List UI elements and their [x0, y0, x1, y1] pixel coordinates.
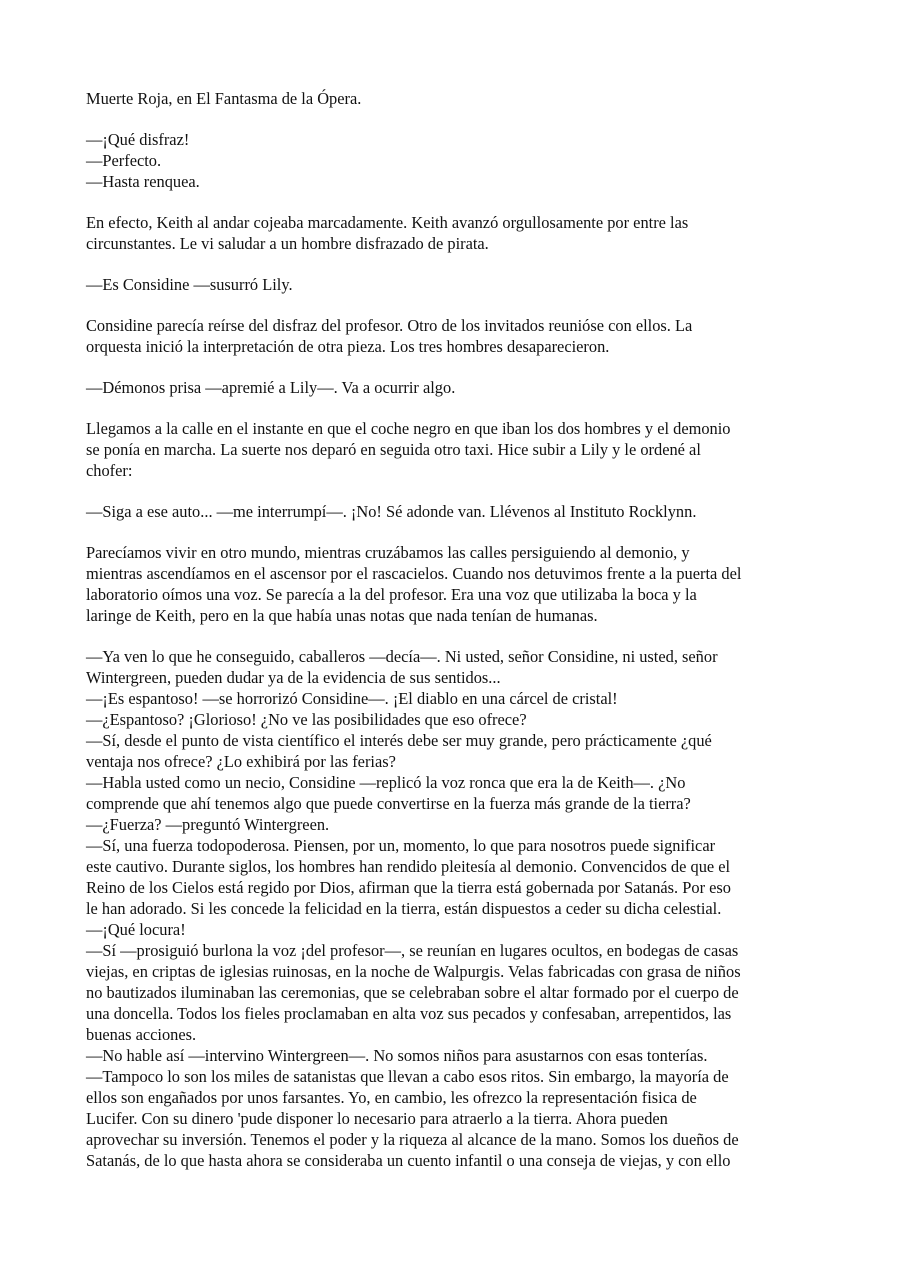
text-line: orquesta inició la interpretación de otra pieza. Los tres hombres desaparecieron. — [86, 337, 610, 356]
text-line: Reino de los Cielos está regido por Dios, afirman que la tierra está gobernada por Satanás. Por eso — [86, 878, 731, 897]
paragraph-block — [86, 418, 826, 481]
text-line: —¿Fuerza? —preguntó Wintergreen. — [86, 815, 330, 834]
text-line: Llegamos a la calle en el instante en que el coche negro en que iban los dos hombres y el demonio — [86, 419, 731, 438]
text-line: Parecíamos vivir en otro mundo, mientras cruzábamos las calles persiguiendo al demonio, y — [86, 543, 690, 562]
text-line: ellos son engañados por unos farsantes. Yo, en cambio, les ofrezco la representación fisica de — [86, 1088, 697, 1107]
text-line: le han adorado. Si les concede la felicidad en la tierra, están dispuestos a ceder su dicha celestial. — [86, 899, 722, 918]
text-line: En efecto, Keith al andar cojeaba marcadamente. Keith avanzó orgullosamente por entre las — [86, 213, 689, 232]
text-line: —Sí —prosiguió burlona la voz ¡del profesor—, se reunían en lugares ocultos, en bodegas de casas — [86, 941, 739, 960]
text-line: aprovechar su inversión. Tenemos el poder y la riqueza al alcance de la mano. Somos los dueños de — [86, 1130, 739, 1149]
paragraph-block — [86, 377, 826, 398]
text-line: —Tampoco lo son los miles de satanistas que llevan a cabo esos ritos. Sin embargo, la mayoría de — [86, 1067, 729, 1086]
text-line: —Perfecto. — [86, 151, 162, 170]
text-line: Lucifer. Con su dinero 'pude disponer lo necesario para atraerlo a la tierra. Ahora pueden — [86, 1109, 668, 1128]
paragraph-block — [86, 646, 826, 1171]
paragraph-block — [86, 542, 826, 626]
text-line: circunstantes. Le vi saludar a un hombre disfrazado de pirata. — [86, 234, 489, 253]
text-line: laboratorio oímos una voz. Se parecía a la del profesor. Era una voz que utilizaba la boca y la — [86, 585, 697, 604]
paragraph-block — [86, 274, 826, 295]
paragraph-block — [86, 501, 826, 522]
text-line: —Siga a ese auto... —me interrumpí—. ¡No! Sé adonde van. Llévenos al Instituto Rocklynn. — [86, 502, 697, 521]
text-line: Wintergreen, pueden dudar ya de la evidencia de sus sentidos... — [86, 668, 501, 687]
text-line: —Sí, una fuerza todopoderosa. Piensen, por un, momento, lo que para nosotros puede significar — [86, 836, 716, 855]
text-line: mientras ascendíamos en el ascensor por el rascacielos. Cuando nos detuvimos frente a la puerta del — [86, 564, 742, 583]
text-line: —Es Considine —susurró Lily. — [86, 275, 293, 294]
text-line: este cautivo. Durante siglos, los hombres han rendido pleitesía al demonio. Convencidos de que el — [86, 857, 731, 876]
text-line: laringe de Keith, pero en la que había unas notas que nada tenían de humanas. — [86, 606, 598, 625]
text-line: —¡Qué locura! — [86, 920, 186, 939]
text-line: —Habla usted como un necio, Considine —replicó la voz ronca que era la de Keith—. ¿No — [86, 773, 686, 792]
text-line: —¿Espantoso? ¡Glorioso! ¿No ve las posibilidades que eso ofrece? — [86, 710, 527, 729]
text-line: —¡Qué disfraz! — [86, 130, 190, 149]
text-line: viejas, en criptas de iglesias ruinosas, en la noche de Walpurgis. Velas fabricadas con grasa de niños — [86, 962, 741, 981]
paragraph-block — [86, 212, 826, 254]
paragraph-block — [86, 88, 826, 109]
text-line: —Hasta renquea. — [86, 172, 200, 191]
text-line: Considine parecía reírse del disfraz del profesor. Otro de los invitados reunióse con ellos. La — [86, 316, 693, 335]
text-line: —Ya ven lo que he conseguido, caballeros —decía—. Ni usted, señor Considine, ni usted, señor — [86, 647, 718, 666]
paragraph-block — [86, 315, 826, 357]
text-line: —Démonos prisa —apremié a Lily—. Va a ocurrir algo. — [86, 378, 456, 397]
text-line: chofer: — [86, 461, 133, 480]
text-line: ventaja nos ofrece? ¿Lo exhibirá por las ferias? — [86, 752, 396, 771]
text-line: —Sí, desde el punto de vista científico el interés debe ser muy grande, pero prácticamente ¿qué — [86, 731, 712, 750]
text-line: —No hable así —intervino Wintergreen—. No somos niños para asustarnos con esas tonterías. — [86, 1046, 708, 1065]
text-line: buenas acciones. — [86, 1025, 197, 1044]
text-line: —¡Es espantoso! —se horrorizó Considine—. ¡El diablo en una cárcel de cristal! — [86, 689, 618, 708]
document-page — [86, 88, 826, 1191]
paragraph-block — [86, 129, 826, 192]
text-line: Muerte Roja, en El Fantasma de la Ópera. — [86, 89, 362, 108]
text-line: se ponía en marcha. La suerte nos deparó en seguida otro taxi. Hice subir a Lily y le ordené al — [86, 440, 701, 459]
text-line: no bautizados iluminaban las ceremonias, que se celebraban sobre el altar formado por el cuerpo de — [86, 983, 739, 1002]
text-line: Satanás, de lo que hasta ahora se consideraba un cuento infantil o una conseja de viejas, y con ello — [86, 1151, 731, 1170]
text-line: una doncella. Todos los fieles proclamaban en alta voz sus pecados y confesaban, arrepentidos, las — [86, 1004, 732, 1023]
text-line: comprende que ahí tenemos algo que puede convertirse en la fuerza más grande de la tierra? — [86, 794, 691, 813]
